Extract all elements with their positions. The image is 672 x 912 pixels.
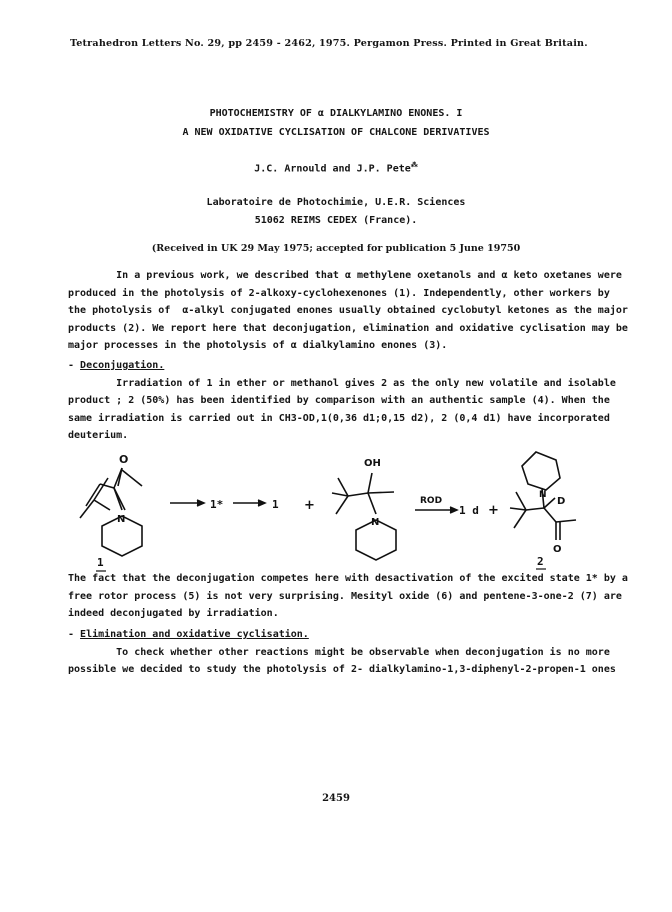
product-1d: 1 d — [459, 504, 479, 517]
atom-OH: OH — [364, 458, 381, 469]
section-deconjugation — [68, 357, 616, 445]
affiliation-line-2: 51062 REIMS CEDEX (France). — [254, 215, 418, 226]
excited-state-1: 1* — [210, 498, 224, 511]
section-line: possible we decided to study the photolysis of 2- dialkylamino-1,3-diphenyl-2-propen-1 ones — [68, 664, 616, 675]
received-date: (Received in UK 29 May 1975; accepted for publication 5 June 19750 — [151, 243, 521, 254]
intro-paragraph — [68, 267, 628, 355]
atom-O: O — [119, 453, 129, 466]
section-title: Elimination and oxidative cyclisation. — [80, 629, 309, 640]
author-footnote-mark: ⁂ — [410, 161, 418, 169]
page-number: 2459 — [322, 793, 350, 804]
intro-line: the photolysis of α-alkyl conjugated enones usually obtained cyclobutyl ketones as the major — [68, 305, 628, 316]
section-heading: - Deconjugation. — [68, 360, 165, 371]
paragraph-line: free rotor process (5) is not very surprising. Mesityl oxide (6) and pentene-3-one-2 (7) are — [68, 590, 622, 602]
compound-label-1: 1 — [97, 556, 104, 569]
paper-title-line-2: A NEW OXIDATIVE CYCLISATION OF CHALCONE DERIVATIVES — [182, 127, 490, 138]
section-elimination — [68, 626, 616, 679]
author-line — [0, 161, 672, 174]
intro-line: produced in the photolysis of 2-alkoxy-cyclohexenones (1). Independently, other workers by — [68, 287, 610, 299]
paper-title-line-1: PHOTOCHEMISTRY OF α DIALKYLAMINO ENONES. I — [209, 108, 463, 119]
paragraph-line: The fact that the deconjugation competes here with desactivation of the excited state 1* by a — [68, 573, 628, 584]
atom-N: N — [117, 514, 126, 525]
reagent-ROD: ROD — [420, 496, 443, 506]
reaction-scheme — [70, 448, 610, 583]
intro-line: In a previous work, we described that α methylene oxetanols and α keto oxetanes were — [68, 270, 622, 281]
molecule-1 — [80, 468, 142, 556]
compound-label-2: 2 — [537, 555, 544, 568]
atom-N: N — [539, 490, 547, 500]
intro-line: major processes in the photolysis of α dialkylamino enones (3). — [68, 340, 448, 351]
paragraph-line: indeed deconjugated by irradiation. — [68, 608, 279, 619]
after-scheme-paragraph — [68, 570, 628, 623]
ground-state-1: 1 — [272, 498, 279, 511]
section-line: same irradiation is carried out in CH3-OD,1(0,36 d1;0,15 d2), 2 (0,4 d1) have incorporated — [68, 412, 610, 424]
section-title: Deconjugation. — [80, 360, 165, 371]
affiliation-line-1: Laboratoire de Photochimie, U.E.R. Sciences — [206, 197, 466, 208]
atom-D: D — [557, 496, 566, 507]
plus-sign: + — [304, 498, 315, 513]
enol-intermediate — [332, 473, 396, 560]
journal-header: Tetrahedron Letters No. 29, pp 2459 - 2462, 1975. Pergamon Press. Printed in Great Britain. — [70, 38, 588, 49]
authors: J.C. Arnould and J.P. Pete — [254, 163, 411, 175]
atom-N: N — [371, 517, 380, 528]
section-line: deuterium. — [68, 430, 129, 441]
section-line: product ; 2 (50%) has been identified by comparison with an authentic sample (4). When the — [68, 395, 610, 406]
section-line: To check whether other reactions might be observable when deconjugation is no more — [68, 646, 610, 658]
atom-O: O — [553, 544, 562, 555]
intro-line: products (2). We report here that deconjugation, elimination and oxidative cyclisation may be — [68, 322, 628, 334]
plus-sign: + — [488, 503, 499, 518]
section-line: Irradiation of 1 in ether or methanol gives 2 as the only new volatile and isolable — [68, 377, 616, 389]
section-heading: - Elimination and oxidative cyclisation. — [68, 629, 309, 640]
